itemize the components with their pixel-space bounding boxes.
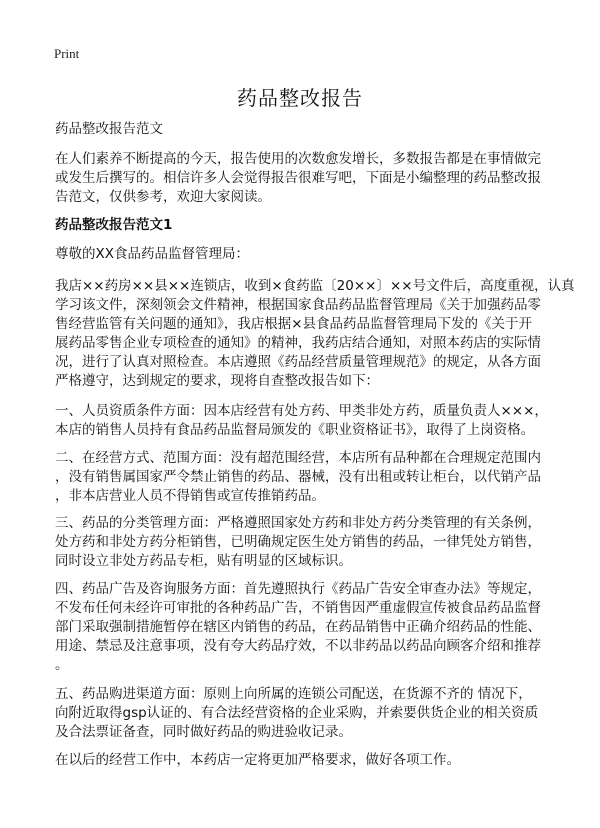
paragraph-advertising: 四、药品广告及咨询服务方面：首先遵照执行《药品广告安全审查办法》等规定， 不发布任何未经许可审批的各种药品广告，不销售因严重虚假宣传被食品药品监督 部门采取强制措施暂停在辖区内销售的药品，在药品销售中正确介绍药品的性能、 用途、禁忌及注意事项，没有夸大药品疗效，不以非药品以药品向顾客介绍和推荐 。 [55,581,541,673]
paragraph-procurement: 五、药品购进渠道方面：原则上向所属的连锁公司配送，在货源不齐的 情况下， 向附近取得gsp认证的、有合法经营资格的企业采购，并索要供货企业的相关资质 及合法票证备查，同时做好药品的购进验收记录。 [55,686,539,740]
paragraph-classification: 三、药品的分类管理方面：严格遵照国家处方药和非处方药分类管理的有关条例， 处方药和非处方药分柜销售，已明确规定医生处方销售的药品，一律凭处方销售， 同时设立非处方药品专柜，贴有明显的区域标识。 [55,515,541,569]
section-heading: 药品整改报告范文1 [55,217,173,233]
paragraph-intro: 我店××药房××县××连锁店，收到×食药监〔20××〕××号文件后，高度重视，认真 学习该文件，深刻领会文件精神，根据国家食品药品监督管理局《关于加强药品零 售经营监管有关问题的通知》，我店根据×县食品药品监督管理局下发的《关于开 展药品零售企业专项检查的通知》的精神，我药店结合通知，对照本药店的实际情 况，进行了认真对照检查。本店遵照《药品经营质量管理规范》的规定，从各方面 严格遵守，达到规定的要求，现将自查整改报告如下： [55,278,575,389]
print-link[interactable]: Print [54,46,80,61]
subtitle: 药品整改报告范文 [55,121,163,137]
salutation: 尊敬的XX食品药品监督管理局： [55,246,249,262]
paragraph-personnel: 一、人员资质条件方面：因本店经营有处方药、甲类非处方药，质量负责人×××， 本店的销售人员持有食品药品监督局颁发的《职业资格证书》，取得了上岗资格。 [55,403,548,438]
intro-paragraph: 在人们素养不断提高的今天，报告使用的次数愈发增长，多数报告都是在事情做完 或发生后撰写的。相信许多人会觉得报告很难写吧，下面是小编整理的药品整改报 告范文，仅供参考，欢迎大家阅读。 [55,151,541,205]
paragraph-closing: 在以后的经营工作中，本药店一定将更加严格要求，做好各项工作。 [55,752,460,768]
paragraph-scope: 二、在经营方式、范围方面：没有超范围经营，本店所有品种都在合理规定范围内 ，没有销售属国家严令禁止销售的药品、器械，没有出租或转让柜台，以代销产品 ，非本店营业人员不得销售或宣传推销药品。 [55,450,541,504]
page-title: 药品整改报告 [237,86,363,110]
